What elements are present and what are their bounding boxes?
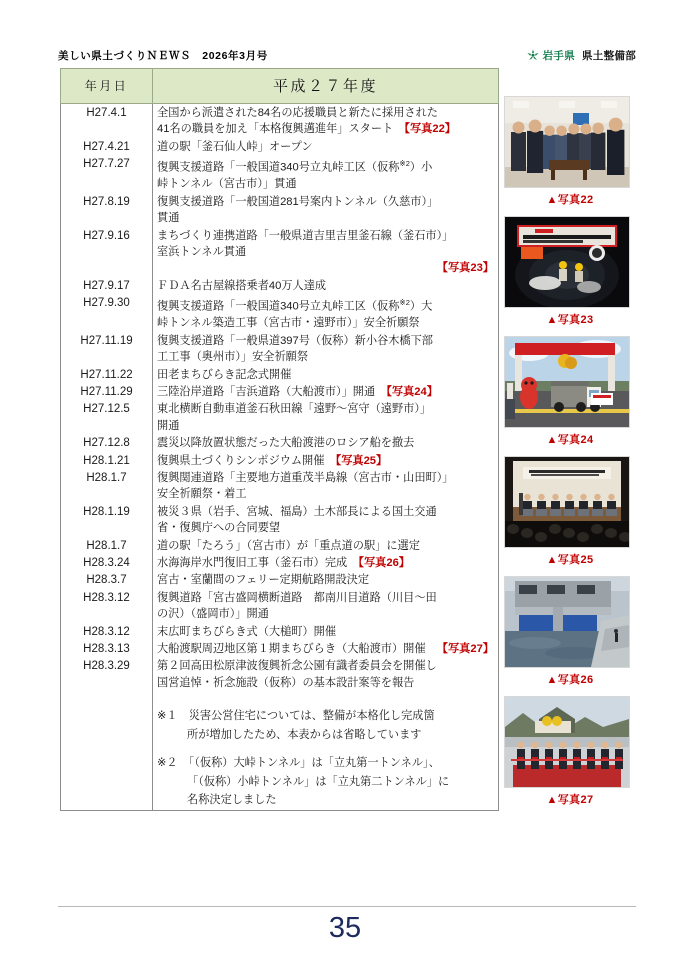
page-number: 35	[328, 912, 362, 944]
photo-caption: ▲写真22	[546, 194, 594, 206]
row-description	[153, 469, 499, 503]
photo-caption: ▲写真27	[546, 794, 594, 806]
row-description	[153, 434, 499, 451]
table-row	[61, 469, 499, 503]
notes-date-spacer	[61, 691, 153, 810]
table-row	[61, 554, 499, 571]
row-date: H28.1.7	[61, 537, 153, 554]
description-line: 復興支援道路「一般国道281号案内トンネル（久慈市）」	[157, 195, 439, 208]
description-line: ＦＤＡ名古屋線搭乗者40万人達成	[157, 279, 327, 292]
photo-caption: ▲写真25	[546, 554, 594, 566]
row-description	[153, 400, 499, 434]
table-row	[61, 294, 499, 332]
row-date: H27.12.5	[61, 400, 153, 434]
row-description	[153, 104, 499, 138]
description-line: 全国から派遣された84名の応援職員と新たに採用された	[157, 107, 438, 119]
row-date: H28.3.7	[61, 571, 153, 588]
road-opening-photo	[504, 336, 630, 428]
table-row	[61, 503, 499, 537]
table-header-row	[61, 69, 499, 104]
table-row	[61, 366, 499, 383]
row-date: H27.11.19	[61, 332, 153, 366]
row-date: H27.4.21	[61, 138, 153, 155]
row-date: H27.9.17	[61, 277, 153, 294]
description-line: 水海海岸水門復旧工事（釜石市）完成 【写真26】	[157, 557, 410, 570]
description-line: 震災以降放置状態だった大船渡港のロシア船を撤去	[157, 437, 415, 450]
footnote-line: 名称決定しました	[187, 794, 277, 807]
description-line: 工工事（奥州市）」安全祈願祭	[157, 351, 309, 364]
description-line: 第２回高田松原津波復興祈念公園有識者委員会を開催し	[157, 660, 437, 673]
column-header-fiscal-year: 平成２７年度	[153, 69, 499, 104]
table-row	[61, 623, 499, 640]
row-description	[153, 589, 499, 623]
photo-reference: 【写真26】	[347, 557, 410, 570]
row-date: H28.3.29	[61, 657, 153, 691]
row-description	[153, 366, 499, 383]
table-row	[61, 571, 499, 588]
ribbon-cutting-photo	[504, 696, 630, 788]
footnotes	[153, 691, 499, 810]
brand-department-label: 県土整備部	[582, 49, 636, 62]
row-date: H28.3.12	[61, 623, 153, 640]
photo-reference: 【写真23】	[436, 262, 494, 275]
table-row	[61, 657, 499, 691]
row-description	[153, 277, 499, 294]
row-description	[153, 554, 499, 571]
photo-reference: 【写真22】	[393, 123, 456, 136]
photo-item	[504, 96, 636, 207]
description-line: 復興支援道路「一般県道397号（仮称）新小谷木橋下部	[157, 334, 433, 347]
row-date: H28.3.12	[61, 589, 153, 623]
footnote-line: 「（仮称）小峠トンネル」は「立丸第二トンネル」に	[187, 775, 450, 788]
description-line: 末広町まちびらき式（大槌町）開催	[157, 625, 337, 638]
brand-prefecture-label: 岩手県	[542, 49, 575, 62]
description-line: 大船渡駅周辺地区第１期まちびらき（大船渡市）開催 【写真27】	[157, 641, 496, 657]
publication-title: 美しい県土づくりＮＥＷＳ 2026年3月号	[58, 49, 268, 62]
footnote-block	[157, 707, 496, 810]
row-description	[153, 657, 499, 691]
description-line: 三陸沿岸道路「吉浜道路（大船渡市）」開通 【写真24】	[157, 385, 438, 398]
page-header	[58, 44, 636, 66]
footnote-line: ※２ 「（仮称）大峠トンネル」は「立丸第一トンネル」、	[157, 757, 440, 770]
column-header-date: 年月日	[61, 69, 153, 104]
description-line: 開通	[157, 419, 180, 432]
row-date: H27.8.19	[61, 193, 153, 227]
table-row	[61, 332, 499, 366]
table-row	[61, 227, 499, 277]
table-row	[61, 104, 499, 138]
row-description	[153, 193, 499, 227]
description-line: 峠トンネル（宮古市）」貫通	[157, 178, 297, 191]
description-line: 室浜トンネル貫通	[157, 245, 247, 258]
photo-item	[504, 216, 636, 327]
meeting-ceremony-photo	[504, 96, 630, 188]
row-description	[153, 503, 499, 537]
description-line: 復興支援道路「一般国道340号立丸峠工区（仮称$^{※2}$）小	[157, 159, 433, 174]
row-date: H27.9.30	[61, 294, 153, 332]
table-row	[61, 277, 499, 294]
brand-lockup	[527, 48, 636, 63]
description-line: 宮古・室蘭間のフェリー定期航路開設決定	[157, 574, 370, 587]
footnote-gap	[157, 744, 496, 754]
row-description	[153, 227, 499, 277]
description-line: 復興支援道路「一般国道340号立丸峠工区（仮称$^{※2}$）大	[157, 298, 433, 313]
description-line: 復興道路「宮古盛岡横断道路 都南川目道路（川目～田	[157, 591, 437, 604]
description-line: 貫通	[157, 212, 180, 225]
description-line: 道の駅「たろう」（宮古市）が「重点道の駅」に選定	[157, 539, 420, 552]
row-date: H28.1.19	[61, 503, 153, 537]
table-body	[61, 104, 499, 811]
description-line: 安全祈願祭・着工	[157, 488, 247, 501]
description-line: 41名の職員を加え「本格復興邁進年」スタート 【写真22】	[157, 123, 456, 136]
tunnel-breakthrough-photo	[504, 216, 630, 308]
row-description	[153, 294, 499, 332]
table-row	[61, 193, 499, 227]
table-row	[61, 383, 499, 400]
table-row	[61, 537, 499, 554]
description-line: 田老まちびらき記念式開催	[157, 368, 292, 381]
description-line: 国営追悼・祈念施設（仮称）の基本設計案等を報告	[157, 676, 415, 689]
photo-reference: 【写真24】	[375, 385, 438, 398]
photo-item	[504, 456, 636, 567]
iwate-logo-icon	[527, 49, 539, 61]
row-date: H27.11.29	[61, 383, 153, 400]
footnote-line: ※１ 災害公営住宅については、整備が本格化し完成箇	[157, 710, 435, 723]
footnote-line: 所が増加したため、本表からは省略しています	[187, 728, 422, 741]
row-description	[153, 155, 499, 193]
row-date: H27.11.22	[61, 366, 153, 383]
row-description	[153, 537, 499, 554]
description-line: の沢）（盛岡市）」開通	[157, 608, 269, 621]
row-date: H28.1.21	[61, 452, 153, 469]
row-description	[153, 640, 499, 657]
symposium-stage-photo	[504, 456, 630, 548]
photo-reference: 【写真25】	[324, 454, 388, 467]
row-date: H27.12.8	[61, 434, 153, 451]
description-line: まちづくり連携道路「一般県道吉里吉里釜石線（釜石市）」	[157, 229, 454, 242]
row-date: H28.3.13	[61, 640, 153, 657]
description-line: 省・復興庁への合同要望	[157, 522, 281, 535]
row-description	[153, 571, 499, 588]
row-description	[153, 383, 499, 400]
photo-caption: ▲写真26	[546, 674, 594, 686]
row-description	[153, 452, 499, 469]
row-date: H28.1.7	[61, 469, 153, 503]
row-date: H28.3.24	[61, 554, 153, 571]
description-line: 峠トンネル築造工事（宮古市・遠野市）」安全祈願祭	[157, 317, 420, 330]
table-row	[61, 400, 499, 434]
table-row	[61, 452, 499, 469]
photo-item	[504, 696, 636, 807]
floodgate-photo	[504, 576, 630, 668]
photo-item	[504, 576, 636, 687]
footnote-marker: ※2	[399, 159, 410, 169]
photo-item	[504, 336, 636, 447]
table-row	[61, 640, 499, 657]
table-row	[61, 155, 499, 193]
description-line: 被災３県（岩手、宮城、福島）土木部長による国土交通	[157, 505, 437, 518]
description-line: 復興関連道路「主要地方道重茂半島線（宮古市・山田町）」	[157, 472, 454, 484]
table-row	[61, 589, 499, 623]
description-line: 復興県土づくりシンポジウム開催 【写真25】	[157, 454, 388, 467]
row-description	[153, 332, 499, 366]
footnote-marker: ※2	[399, 298, 410, 308]
table-notes-row	[61, 691, 499, 810]
footer-divider	[58, 906, 636, 907]
row-date: H27.9.16	[61, 227, 153, 277]
row-description	[153, 138, 499, 155]
photo-caption: ▲写真24	[546, 434, 594, 446]
description-line: 東北横断自動車道釜石秋田線「遠野～宮守（遠野市）」	[157, 403, 432, 416]
schedule-table	[60, 68, 499, 811]
row-date: H27.4.1	[61, 104, 153, 138]
row-description	[153, 623, 499, 640]
photo-column	[504, 96, 636, 816]
photo-caption: ▲写真23	[546, 314, 594, 326]
table-row	[61, 138, 499, 155]
photo-reference: 【写真27】	[436, 643, 494, 656]
table-row	[61, 434, 499, 451]
description-line: 道の駅「釜石仙人峠」オープン	[157, 140, 313, 153]
row-date: H27.7.27	[61, 155, 153, 193]
